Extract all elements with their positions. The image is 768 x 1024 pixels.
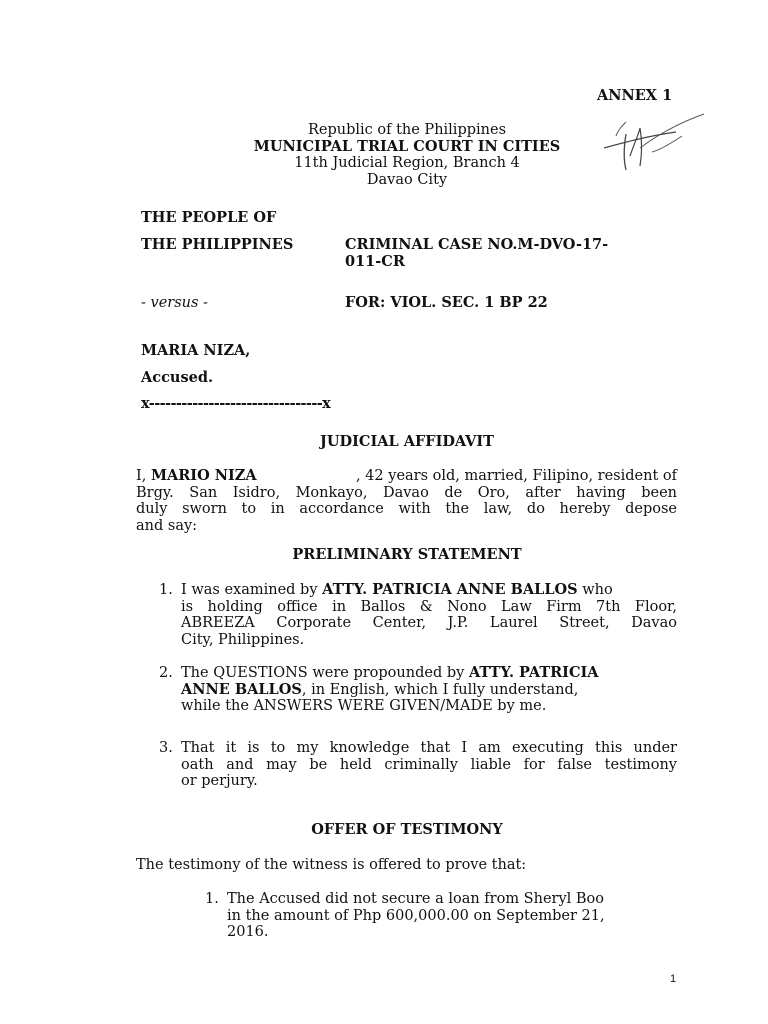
item-line: ABREEZA Corporate Center, J.P. Laurel Street, Davao bbox=[181, 615, 677, 631]
item-line: City, Philippines. bbox=[181, 631, 305, 648]
item-line: oath and may be held criminally liable for false testimony bbox=[181, 756, 677, 773]
item-line: in the amount of Php 600,000.00 on September 21, bbox=[227, 907, 605, 924]
case-number-line-1: CRIMINAL CASE NO.M-DVO-17- bbox=[345, 236, 609, 253]
item-line bbox=[181, 582, 677, 599]
item-body bbox=[181, 582, 677, 648]
offense-label: FOR: VIOL. SEC. 1 BP 22 bbox=[345, 294, 548, 311]
attorney-name: ANNE BALLOS bbox=[181, 680, 302, 698]
item-line: while the ANSWERS WERE GIVEN/MADE by me. bbox=[181, 698, 547, 714]
caption-separator: x--------------------------------x bbox=[141, 395, 331, 412]
case-number-line-2: 011-CR bbox=[345, 253, 405, 270]
item-number: 2. bbox=[159, 665, 173, 681]
item-text: who bbox=[577, 582, 613, 598]
plaintiff-line-1: THE PEOPLE OF bbox=[141, 209, 277, 226]
attorney-name: ATTY. PATRICIA ANNE BALLOS bbox=[322, 581, 578, 598]
item-text: The QUESTIONS were propounded by bbox=[181, 665, 469, 681]
intro-paragraph bbox=[136, 468, 677, 534]
header-republic: Republic of the Philippines bbox=[307, 122, 507, 138]
plaintiff-line-2: THE PHILIPPINES bbox=[141, 236, 294, 253]
annex-label: ANNEX 1 bbox=[597, 87, 673, 104]
item-number: 1. bbox=[205, 891, 219, 907]
item-line: is holding office in Ballos & Nono Law Firm 7th Floor, bbox=[181, 598, 677, 615]
offer-intro: The testimony of the witness is offered to prove that: bbox=[136, 857, 527, 873]
versus-label: - versus - bbox=[141, 295, 208, 311]
intro-prefix: I, bbox=[136, 468, 151, 484]
accused-name: MARIA NIZA, bbox=[141, 342, 251, 359]
intro-line-1-rest: , 42 years old, married, Filipino, resident of bbox=[355, 468, 677, 484]
intro-line-1 bbox=[136, 468, 677, 485]
item-line bbox=[181, 682, 677, 699]
item-body bbox=[227, 891, 677, 941]
item-number: 1. bbox=[159, 582, 173, 598]
attorney-name: ATTY. PATRICIA bbox=[468, 664, 599, 681]
intro-line-2: Brgy. San Isidro, Monkayo, Davao de Oro, after having been bbox=[136, 484, 677, 501]
document-title: JUDICIAL AFFIDAVIT bbox=[320, 433, 494, 450]
accused-label: Accused. bbox=[141, 369, 214, 386]
item-body bbox=[181, 665, 677, 715]
header-region: 11th Judicial Region, Branch 4 bbox=[294, 155, 520, 171]
item-line bbox=[181, 665, 677, 682]
item-line: The Accused did not secure a loan from Sheryl Boo bbox=[227, 891, 605, 907]
preliminary-heading: PRELIMINARY STATEMENT bbox=[292, 546, 522, 563]
intro-line-4: and say: bbox=[136, 517, 198, 534]
item-number: 3. bbox=[159, 740, 173, 756]
item-text: I was examined by bbox=[181, 582, 323, 598]
item-text: , in English, which I fully understand, bbox=[301, 681, 579, 698]
item-line: That it is to my knowledge that I am executing this under bbox=[181, 740, 677, 756]
header-city: Davao City bbox=[366, 172, 448, 188]
page-number: 1 bbox=[670, 973, 677, 985]
header-court: MUNICIPAL TRIAL COURT IN CITIES bbox=[253, 138, 561, 155]
item-line: or perjury. bbox=[181, 773, 258, 789]
offer-heading: OFFER OF TESTIMONY bbox=[311, 821, 503, 838]
affiant-name: MARIO NIZA bbox=[150, 467, 257, 484]
item-line: 2016. bbox=[227, 924, 269, 940]
item-body bbox=[181, 740, 677, 790]
intro-line-1-left bbox=[136, 468, 257, 485]
intro-line-3: duly sworn to in accordance with the law, do hereby depose bbox=[136, 501, 677, 517]
